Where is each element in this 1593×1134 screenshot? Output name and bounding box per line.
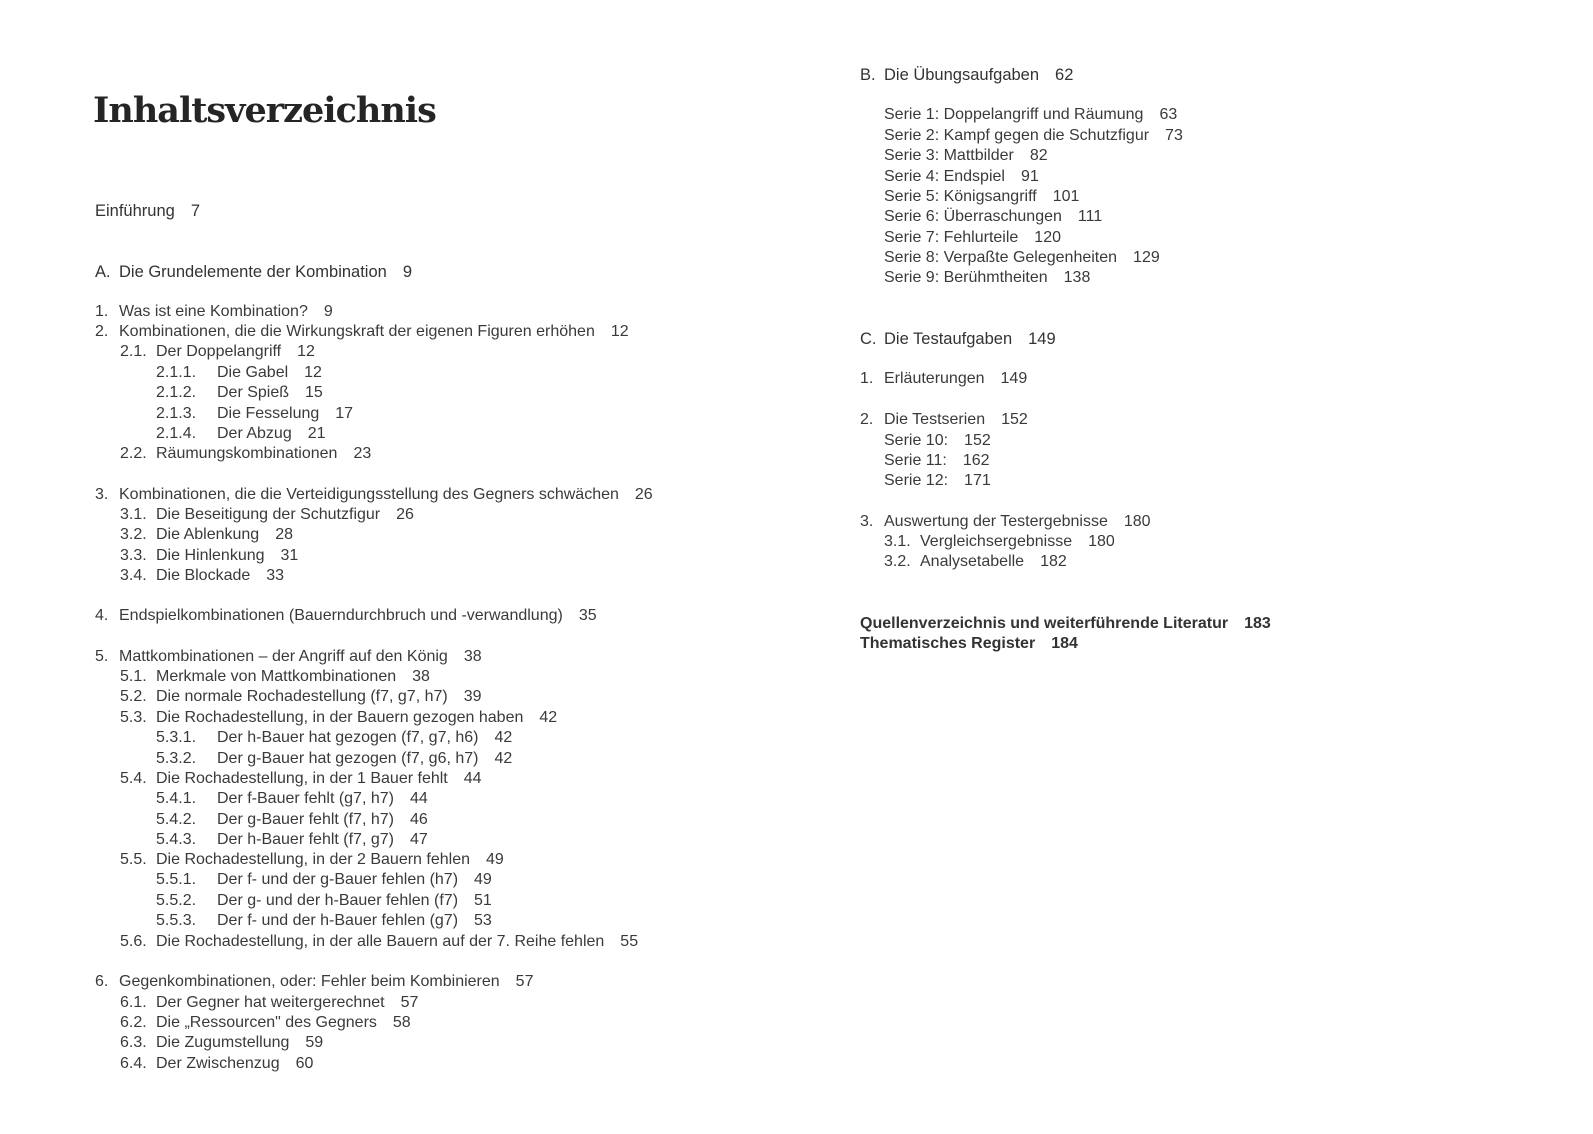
toc-entry xyxy=(120,932,638,952)
toc-entry xyxy=(884,248,1160,268)
toc-entry-page: 38 xyxy=(463,648,482,665)
toc-entry-number: 5.4.2. xyxy=(156,811,197,828)
toc-entry xyxy=(120,505,414,525)
toc-entry-number: 2.1.3. xyxy=(156,405,197,422)
toc-entry xyxy=(156,870,492,890)
toc-entry xyxy=(860,512,1151,532)
toc-entry-title: Serie 6: Überraschungen xyxy=(884,208,1062,225)
toc-entry-title: Der Gegner hat weitergerechnet xyxy=(156,994,385,1011)
toc-entry xyxy=(120,1013,411,1033)
toc-entry-page: 17 xyxy=(335,405,354,422)
toc-entry-number: A. xyxy=(95,263,111,281)
toc-entry-page: 182 xyxy=(1040,553,1067,570)
toc-entry-title: Die „Ressourcen" des Gegners xyxy=(156,1014,377,1031)
toc-entry-number: 2. xyxy=(95,323,109,340)
toc-entry-title: Die Rochadestellung, in der 2 Bauern fehlen xyxy=(156,851,470,868)
toc-entry-number: 5.2. xyxy=(120,688,147,705)
toc-entry-title: Mattkombinationen – der Angriff auf den König xyxy=(119,648,448,665)
toc-entry-number: 3.1. xyxy=(884,533,911,550)
toc-entry-page: 91 xyxy=(1020,168,1039,185)
toc-entry-number: 2.1.4. xyxy=(156,425,197,442)
page-title: Inhaltsverzeichnis xyxy=(93,90,436,131)
toc-entry-page: 58 xyxy=(392,1014,411,1031)
toc-entry-number: 2. xyxy=(860,411,874,428)
toc-entry-page: 111 xyxy=(1077,208,1103,225)
toc-entry xyxy=(884,268,1090,288)
toc-entry-title: Der f- und der h-Bauer fehlen (g7) xyxy=(217,912,459,929)
toc-entry xyxy=(120,1054,313,1074)
toc-entry-title: Kombinationen, die die Wirkungskraft der eigenen Figuren erhöhen xyxy=(119,323,595,340)
toc-entry-page: 42 xyxy=(539,709,558,726)
toc-entry xyxy=(884,105,1177,125)
toc-entry-title: Die Grundelemente der Kombination xyxy=(119,263,387,281)
toc-entry-page: 184 xyxy=(1051,635,1078,652)
toc-entry-page: 9 xyxy=(402,263,413,281)
toc-entry-page: 63 xyxy=(1159,106,1178,123)
toc-entry-page: 7 xyxy=(190,202,200,220)
toc-entry-title: Räumungskombinationen xyxy=(156,445,338,462)
toc-entry xyxy=(884,146,1048,166)
toc-entry xyxy=(884,471,991,491)
toc-entry-title: Serie 5: Königsangriff xyxy=(884,188,1037,205)
toc-entry-number: 5.1. xyxy=(120,668,147,685)
toc-entry-title: Die Rochadestellung, in der alle Bauern auf der 7. Reihe fehlen xyxy=(156,933,605,950)
toc-entry-title: Serie 7: Fehlurteile xyxy=(884,229,1019,246)
toc-entry xyxy=(95,647,482,667)
toc-entry-page: 62 xyxy=(1055,66,1074,84)
toc-entry xyxy=(860,614,1271,634)
toc-entry-page: 15 xyxy=(305,384,323,401)
toc-entry xyxy=(156,728,512,748)
toc-entry xyxy=(120,993,418,1013)
toc-entry-page: 57 xyxy=(400,994,419,1011)
toc-entry-title: Serie 8: Verpaßte Gelegenheiten xyxy=(884,249,1118,266)
toc-entry xyxy=(120,546,298,566)
toc-entry xyxy=(884,187,1079,207)
toc-entry xyxy=(156,911,492,931)
toc-entry-page: 180 xyxy=(1088,533,1115,550)
toc-entry xyxy=(860,65,1073,85)
toc-entry-title: Endspielkombinationen (Bauerndurchbruch und -verwandlung) xyxy=(119,607,563,624)
toc-entry xyxy=(95,485,653,505)
toc-entry xyxy=(156,891,492,911)
toc-entry xyxy=(95,972,533,992)
toc-entry xyxy=(120,566,284,586)
toc-entry-title: Die Fesselung xyxy=(217,405,320,422)
toc-entry-title: Die Übungsaufgaben xyxy=(884,66,1040,84)
toc-entry xyxy=(156,363,322,383)
toc-entry xyxy=(860,369,1027,389)
toc-entry-page: 21 xyxy=(307,425,326,442)
toc-entry-title: Die Rochadestellung, in der Bauern gezogen haben xyxy=(156,709,524,726)
toc-entry xyxy=(120,687,482,707)
toc-entry-title: Der Abzug xyxy=(217,425,292,442)
toc-entry-page: 42 xyxy=(494,729,513,746)
toc-entry xyxy=(95,262,412,282)
toc-entry-title: Die Zugumstellung xyxy=(156,1034,290,1051)
toc-entry-title: Der f- und der g-Bauer fehlen (h7) xyxy=(217,871,459,888)
toc-entry xyxy=(95,606,597,626)
toc-entry-title: Die Testserien xyxy=(884,411,986,428)
toc-entry-page: 51 xyxy=(474,892,492,909)
toc-entry-number: 3.2. xyxy=(884,553,911,570)
toc-entry xyxy=(884,207,1102,227)
toc-entry-page: 31 xyxy=(280,547,299,564)
toc-entry-title: Serie 11: xyxy=(884,452,947,469)
toc-entry xyxy=(884,532,1115,552)
toc-entry-page: 28 xyxy=(275,526,293,543)
toc-entry-number: 3. xyxy=(95,486,109,503)
toc-entry-page: 35 xyxy=(578,607,597,624)
toc-entry xyxy=(120,708,557,728)
toc-entry xyxy=(884,228,1061,248)
toc-entry-page: 59 xyxy=(305,1034,324,1051)
toc-entry xyxy=(860,410,1028,430)
toc-entry-title: Serie 2: Kampf gegen die Schutzfigur xyxy=(884,127,1150,144)
toc-entry-title: Serie 9: Berühmtheiten xyxy=(884,269,1048,286)
toc-entry-title: Die Hinlenkung xyxy=(156,547,265,564)
toc-entry-title: Die Testaufgaben xyxy=(884,330,1013,348)
toc-entry-title: Erläuterungen xyxy=(884,370,985,387)
toc-entry-page: 12 xyxy=(610,323,629,340)
toc-entry-number: 2.1. xyxy=(120,343,147,360)
toc-entry xyxy=(884,451,990,471)
toc-entry-page: 53 xyxy=(474,912,492,929)
toc-entry-page: 23 xyxy=(353,445,372,462)
toc-entry-page: 33 xyxy=(266,567,285,584)
toc-entry-page: 149 xyxy=(1028,330,1056,348)
toc-entry-page: 26 xyxy=(634,486,653,503)
toc-entry xyxy=(120,342,315,362)
toc-entry-number: 3.3. xyxy=(120,547,147,564)
toc-entry-number: 5. xyxy=(95,648,109,665)
toc-entry-page: 57 xyxy=(515,973,534,990)
toc-entry-page: 12 xyxy=(304,364,322,381)
toc-entry-title: Quellenverzeichnis und weiterführende Literatur xyxy=(860,615,1229,632)
toc-entry-number: 1. xyxy=(860,370,874,387)
toc-entry-number: 3. xyxy=(860,513,874,530)
toc-entry-title: Serie 3: Mattbilder xyxy=(884,147,1014,164)
toc-entry-title: Die Ablenkung xyxy=(156,526,260,543)
toc-entry-page: 138 xyxy=(1063,269,1091,286)
toc-entry-number: 5.4.3. xyxy=(156,831,197,848)
toc-entry-title: Einführung xyxy=(95,202,175,220)
toc-entry-title: Der h-Bauer hat gezogen (f7, g7, h6) xyxy=(217,729,479,746)
toc-entry-page: 39 xyxy=(463,688,482,705)
toc-entry-title: Was ist eine Kombination? xyxy=(119,303,308,320)
toc-entry-title: Auswertung der Testergebnisse xyxy=(884,513,1108,530)
toc-entry-page: 152 xyxy=(964,432,991,449)
toc-entry-page: 42 xyxy=(494,750,513,767)
toc-entry xyxy=(120,667,430,687)
toc-entry-title: Merkmale von Mattkombinationen xyxy=(156,668,397,685)
toc-entry-number: 2.2. xyxy=(120,445,147,462)
toc-entry-title: Der Spieß xyxy=(217,384,290,401)
toc-entry-page: 149 xyxy=(1000,370,1028,387)
toc-entry-number: 5.3. xyxy=(120,709,147,726)
toc-entry xyxy=(884,126,1183,146)
toc-entry xyxy=(95,322,629,342)
toc-entry-number: B. xyxy=(860,66,876,84)
toc-entry-number: 2.1.1. xyxy=(156,364,197,381)
toc-entry-number: 2.1.2. xyxy=(156,384,197,401)
toc-entry-page: 129 xyxy=(1133,249,1160,266)
toc-entry xyxy=(884,552,1067,572)
toc-entry xyxy=(120,850,504,870)
toc-entry-page: 101 xyxy=(1052,188,1080,205)
toc-entry-number: 5.5.1. xyxy=(156,871,197,888)
toc-entry-title: Vergleichsergebnisse xyxy=(920,533,1073,550)
toc-entry-title: Der g-Bauer hat gezogen (f7, g6, h7) xyxy=(217,750,479,767)
toc-entry-title: Serie 4: Endspiel xyxy=(884,168,1005,185)
toc-entry-page: 38 xyxy=(412,668,430,685)
toc-entry xyxy=(156,830,428,850)
toc-entry xyxy=(884,167,1039,187)
toc-entry-number: 5.5.2. xyxy=(156,892,197,909)
toc-entry-page: 49 xyxy=(474,871,492,888)
toc-entry-page: 47 xyxy=(409,831,428,848)
toc-entry xyxy=(156,749,512,769)
toc-entry-number: 5.4.1. xyxy=(156,790,197,807)
toc-entry-title: Die Blockade xyxy=(156,567,251,584)
toc-entry-title: Der f-Bauer fehlt (g7, h7) xyxy=(217,790,394,807)
toc-entry-title: Die Rochadestellung, in der 1 Bauer fehlt xyxy=(156,770,448,787)
toc-entry-number: C. xyxy=(860,330,877,348)
toc-entry-number: 1. xyxy=(95,303,109,320)
toc-entry-number: 3.2. xyxy=(120,526,147,543)
toc-entry-title: Analysetabelle xyxy=(920,553,1025,570)
toc-entry xyxy=(156,810,428,830)
toc-entry-page: 55 xyxy=(620,933,639,950)
toc-entry xyxy=(156,424,326,444)
toc-entry-title: Der g- und der h-Bauer fehlen (f7) xyxy=(217,892,459,909)
toc-entry xyxy=(156,383,323,403)
toc-entry-number: 5.3.2. xyxy=(156,750,197,767)
toc-entry-title: Die normale Rochadestellung (f7, g7, h7) xyxy=(156,688,448,705)
toc-entry-page: 44 xyxy=(409,790,428,807)
toc-entry-title: Der h-Bauer fehlt (f7, g7) xyxy=(217,831,394,848)
toc-entry xyxy=(156,789,428,809)
toc-entry-title: Der Doppelangriff xyxy=(156,343,282,360)
toc-entry-page: 9 xyxy=(323,303,333,320)
toc-entry-title: Gegenkombinationen, oder: Fehler beim Kombinieren xyxy=(119,973,500,990)
toc-entry-number: 6.2. xyxy=(120,1014,147,1031)
toc-entry-number: 6.1. xyxy=(120,994,147,1011)
toc-entry xyxy=(120,444,371,464)
toc-entry-number: 5.3.1. xyxy=(156,729,197,746)
toc-entry-page: 12 xyxy=(297,343,315,360)
toc-entry-title: Der g-Bauer fehlt (f7, h7) xyxy=(217,811,394,828)
toc-entry-page: 26 xyxy=(396,506,414,523)
toc-entry-number: 3.4. xyxy=(120,567,147,584)
toc-entry-title: Kombinationen, die die Verteidigungsstellung des Gegners schwächen xyxy=(119,486,619,503)
toc-entry xyxy=(860,634,1078,654)
toc-entry-number: 6. xyxy=(95,973,109,990)
toc-entry-title: Serie 10: xyxy=(884,432,949,449)
toc-entry-number: 5.5.3. xyxy=(156,912,197,929)
toc-entry-title: Die Gabel xyxy=(217,364,289,381)
toc-entry-page: 44 xyxy=(463,770,482,787)
toc-entry-page: 162 xyxy=(962,452,990,469)
toc-entry-number: 4. xyxy=(95,607,109,624)
toc-entry xyxy=(120,1033,323,1053)
toc-entry-number: 5.5. xyxy=(120,851,147,868)
toc-entry-page: 60 xyxy=(295,1055,314,1072)
toc-entry xyxy=(95,302,333,322)
toc-entry-page: 46 xyxy=(409,811,428,828)
toc-entry-title: Serie 1: Doppelangriff und Räumung xyxy=(884,106,1144,123)
toc-entry-page: 183 xyxy=(1244,615,1271,632)
toc-entry-page: 152 xyxy=(1001,411,1028,428)
toc-entry-page: 82 xyxy=(1029,147,1048,164)
toc-entry xyxy=(95,201,200,221)
toc-entry-number: 3.1. xyxy=(120,506,147,523)
toc-entry-number: 5.6. xyxy=(120,933,147,950)
toc-entry xyxy=(156,404,353,424)
toc-entry xyxy=(120,525,293,545)
toc-entry xyxy=(860,329,1056,349)
toc-entry-number: 6.4. xyxy=(120,1055,147,1072)
toc-entry-page: 73 xyxy=(1165,127,1183,144)
toc-entry-title: Serie 12: xyxy=(884,472,949,489)
toc-entry-page: 180 xyxy=(1123,513,1151,530)
toc-entry-title: Der Zwischenzug xyxy=(156,1055,280,1072)
toc-entry-title: Die Beseitigung der Schutzfigur xyxy=(156,506,381,523)
toc-entry-page: 171 xyxy=(964,472,991,489)
toc-entry-title: Thematisches Register xyxy=(860,635,1036,652)
toc-entry xyxy=(120,769,482,789)
toc-entry-page: 49 xyxy=(485,851,504,868)
toc-entry-number: 6.3. xyxy=(120,1034,147,1051)
toc-entry-number: 5.4. xyxy=(120,770,147,787)
toc-entry xyxy=(884,431,991,451)
toc-entry-page: 120 xyxy=(1034,229,1061,246)
